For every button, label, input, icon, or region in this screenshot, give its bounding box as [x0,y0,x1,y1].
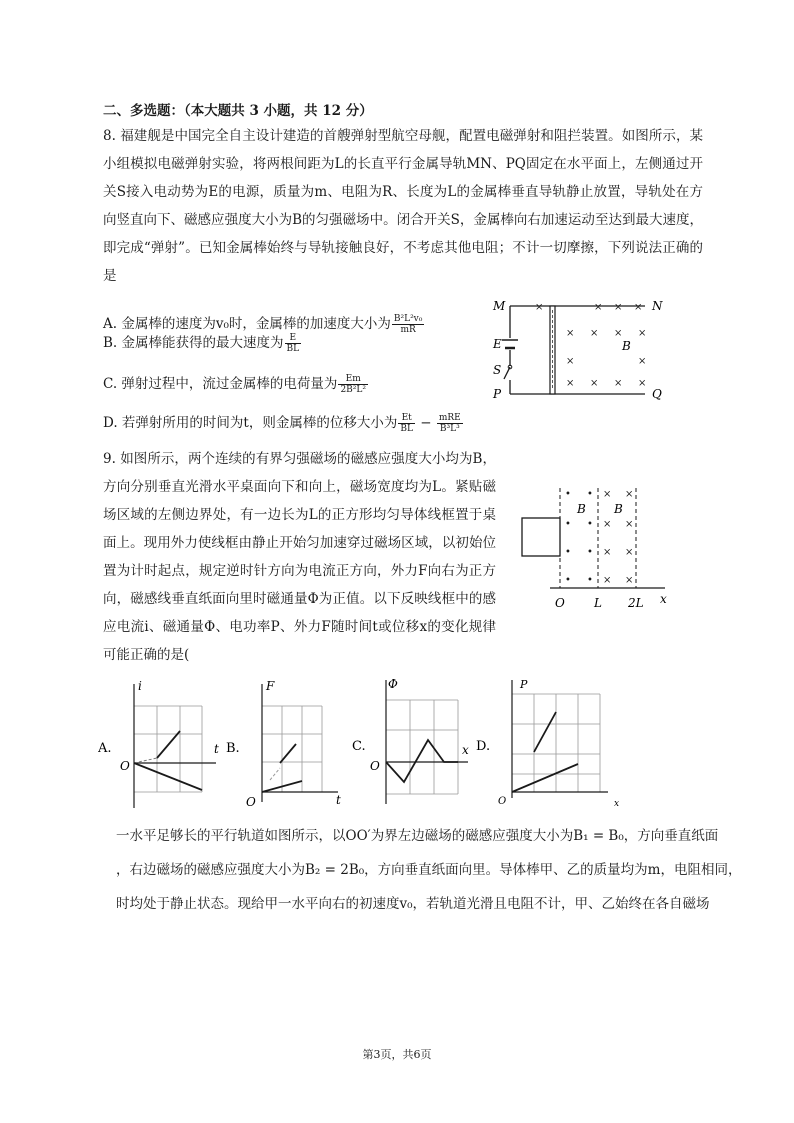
graph-c-y-label: Φ [388,677,398,691]
field-cross: × [614,302,623,313]
q9-graph-c-flux-position [350,674,480,810]
field-dot: • [587,489,593,500]
field-cross: × [625,489,634,500]
label-b: B [622,339,631,353]
label-n: N [652,299,663,313]
curve-segment [134,763,202,790]
q8-stem: 8. 福建舰是中国完全自主设计建造的首艘弹射型航空母舰，配置电磁弹射和阻拦装置。如图所示，某小组模拟电磁弹射实验，将两根间距为L的长直平行金属导轨MN、PQ固定在水平面上，左侧通过开关S接入电动势为E的电源，质量为m、电阻为R、长度为L的金属棒垂直导轨静止放置，导轨处在方向竖直向下、磁感应强度大小为B的匀强磁场中。闭合开关S，金属棒向右加速运动至达到最大速度，即完成“弹射”。已知金属棒始终与导轨接触良好，不考虑其他电阻；不计一切摩擦，下列说法正确的是 [103,128,703,284]
graph-a-y-label: i [138,679,142,693]
field-dot: • [565,575,571,586]
field-cross: × [625,575,634,586]
field-dot: • [587,547,593,558]
graph-c-origin: O [370,759,380,773]
label-p: P [493,387,502,401]
graph-c-x-label: x [462,743,469,757]
field-dot: • [587,519,593,530]
graph-b-y-label: F [266,679,275,693]
field-cross: × [603,547,612,558]
field-dot: • [565,489,571,500]
field-cross: × [603,575,612,586]
q8-option-d: D. 若弹射所用的时间为t，则金属棒的位移大小为 $\frac{Et}{BL}$ − $\frac{\text{mRE}}{\text{B³L³}}$ [103,413,461,434]
graph-d-origin: O [498,796,507,807]
graph-b-label: B. [226,741,240,756]
graph-c-label: C. [352,739,366,754]
label-x: x [660,592,667,606]
field-cross: × [594,302,603,313]
section-title: 二、多选题：（本大题共 3 小题，共 12 分） [103,103,373,119]
field-cross: × [625,519,634,530]
field-cross: × [614,378,623,389]
field-cross: × [614,328,623,339]
square-coil [522,518,560,556]
field-cross: × [590,378,599,389]
graph-d-x-label: x [614,799,620,809]
field-dot: • [565,519,571,530]
q9-graph-d-power-position [476,674,626,810]
graph-a-x-label: t [214,742,219,756]
q8-option-c: C. 弹射过程中，流过金属棒的电荷量为 $\frac{Em}{\text{2B²L²}}$ [103,374,366,395]
q9-stem: 9. 如图所示，两个连续的有界匀强磁场的磁感应强度大小均为B，方向分别垂直光滑水平桌面向下和向上，磁场宽度均为L。紧贴磁场区域的左侧边界处，有一边长为L的正方形均匀导体线框置于桌面上。现用外力使线框由静止开始匀加速穿过磁场区域，以初始位置为计时起点，规定逆时针方向为电流正方向，外力F向右为正方向，磁感线垂直纸面向里时磁通量Φ为正值。以下反映线框中的感应电流i、磁通量Φ、电功率P、外力F随时间t或位移x的变化规律可能正确的是( [103,451,496,663]
q8-option-a: A. 金属棒的速度为v₀时，金属棒的加速度大小为 $\frac{\text{B²L²v₀}}{mR}$ [103,314,423,335]
label-l: L [594,596,602,610]
label-2l: 2L [628,596,644,610]
field-cross: × [603,519,612,530]
field-cross: × [590,328,599,339]
field-dot: • [565,547,571,558]
curve-segment [157,731,180,758]
graph-d-label: D. [476,739,491,754]
label-q: Q [652,387,662,401]
graph-a-label: A. [98,741,112,756]
q8-option-b: B. 金属棒能获得的最大速度为 $\frac{E}{BL}$ [103,333,300,354]
field-cross: × [638,356,647,367]
switch-blade [504,367,510,379]
q9-graph-b-force-time [226,678,351,810]
field-cross: × [638,378,647,389]
graph-b-origin: O [246,795,256,809]
field-cross: × [603,489,612,500]
label-s: S [493,363,502,377]
field-cross: × [634,302,643,313]
graph-a-origin: O [120,759,130,773]
curve-segment [386,740,458,782]
curve-segment [534,712,556,752]
field-cross: × [566,328,575,339]
q9-field-region-figure [520,480,670,612]
field-cross: × [535,302,544,313]
q10-line-1: 一水平足够长的平行轨道如图所示，以OO′为界左边磁场的磁感应强度大小为B₁ = B₀，方向垂直纸面 [116,828,719,844]
label-e: E [493,337,502,351]
label-b-right: B [614,502,623,516]
label-m: M [493,299,506,313]
label-b-left: B [577,502,586,516]
q8-rail-circuit-figure [490,290,670,405]
graph-d-y-label: P [520,678,528,691]
graph-b-x-label: t [336,793,341,807]
curve-segment [512,764,578,792]
field-cross: × [566,378,575,389]
q9-graph-a-current-time [98,678,223,810]
q10-line-2: ，右边磁场的磁感应强度大小为B₂ = 2B₀，方向垂直纸面向里。导体棒甲、乙的质量均为m，电阻相同， [116,862,742,878]
field-cross: × [638,328,647,339]
field-cross: × [625,547,634,558]
q10-line-3: 时均处于静止状态。现给甲一水平向右的初速度v₀，若轨道光滑且电阻不计，甲、乙始终在各自磁场 [116,896,710,912]
field-cross: × [566,356,575,367]
label-origin: O [555,596,565,610]
field-dot: • [587,575,593,586]
page-footer: 第3页，共6页 [362,1048,432,1061]
